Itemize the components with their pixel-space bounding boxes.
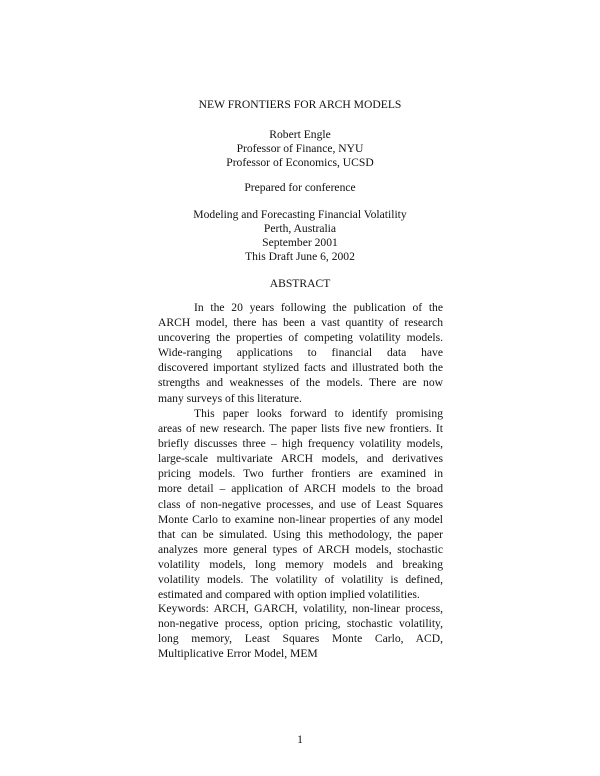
author-name: Robert Engle bbox=[269, 128, 331, 141]
abstract-line: class of non-negative processes, and use of Least Squares bbox=[158, 497, 443, 511]
keywords-block bbox=[158, 601, 443, 661]
prepared-for: Prepared for conference bbox=[244, 181, 356, 194]
author-affiliation-ucsd: Professor of Economics, UCSD bbox=[226, 156, 374, 169]
conference-location: Perth, Australia bbox=[263, 222, 337, 235]
keywords-line: non-negative process, option pricing, stochastic volatility, bbox=[158, 617, 443, 631]
abstract-line: pricing models. Two further frontiers are examined in bbox=[158, 467, 443, 481]
abstract-heading: ABSTRACT bbox=[269, 277, 331, 290]
page-number: 1 bbox=[297, 733, 303, 746]
abstract-line: Monte Carlo to examine non-linear properties of any model bbox=[158, 512, 443, 526]
keywords-line: Multiplicative Error Model, MEM bbox=[158, 647, 318, 661]
abstract-line: Wide-ranging applications to financial data have bbox=[158, 346, 443, 360]
keywords-line: Keywords: ARCH, GARCH, volatility, non-linear process, bbox=[158, 602, 443, 615]
keywords-line: long memory, Least Squares Monte Carlo, ACD, bbox=[158, 632, 443, 646]
abstract-line: briefly discusses three – high frequency volatility models, bbox=[158, 437, 443, 451]
abstract-line: discovered important stylized facts and illustrated both the bbox=[158, 361, 443, 375]
abstract-line: that can be simulated. Using this methodology, the paper bbox=[158, 527, 443, 541]
abstract-line: volatility models. The volatility of volatility is defined, bbox=[158, 573, 443, 587]
conference-name: Modeling and Forecasting Financial Volatility bbox=[193, 208, 407, 221]
abstract-line: many surveys of this literature. bbox=[158, 391, 302, 405]
abstract-line: more detail – application of ARCH models to the broad bbox=[158, 482, 443, 496]
conference-date: September 2001 bbox=[262, 236, 338, 249]
abstract-line: analyzes more general types of ARCH models, stochastic bbox=[158, 542, 443, 556]
abstract-paragraph-1 bbox=[158, 300, 443, 406]
author-affiliation-nyu: Professor of Finance, NYU bbox=[236, 142, 364, 155]
abstract-line: ARCH model, there has been a vast quantity of research bbox=[158, 316, 443, 330]
draft-date: This Draft June 6, 2002 bbox=[245, 250, 355, 263]
abstract-paragraph-2 bbox=[158, 406, 443, 602]
abstract-line: areas of new research. The paper lists five new frontiers. It bbox=[158, 422, 443, 436]
abstract-line: strengths and weaknesses of the models. There are now bbox=[158, 376, 443, 390]
abstract-line: uncovering the properties of competing volatility models. bbox=[158, 331, 443, 345]
abstract-line: estimated and compared with option implied volatilities. bbox=[158, 588, 420, 602]
abstract-line: volatility models, long memory models and breaking bbox=[158, 557, 443, 571]
paper-title: NEW FRONTIERS FOR ARCH MODELS bbox=[198, 98, 402, 111]
abstract-line: This paper looks forward to identify promising bbox=[194, 407, 443, 420]
abstract-line: large-scale multivariate ARCH models, and derivatives bbox=[158, 452, 443, 466]
abstract-line: In the 20 years following the publication of the bbox=[194, 301, 443, 314]
